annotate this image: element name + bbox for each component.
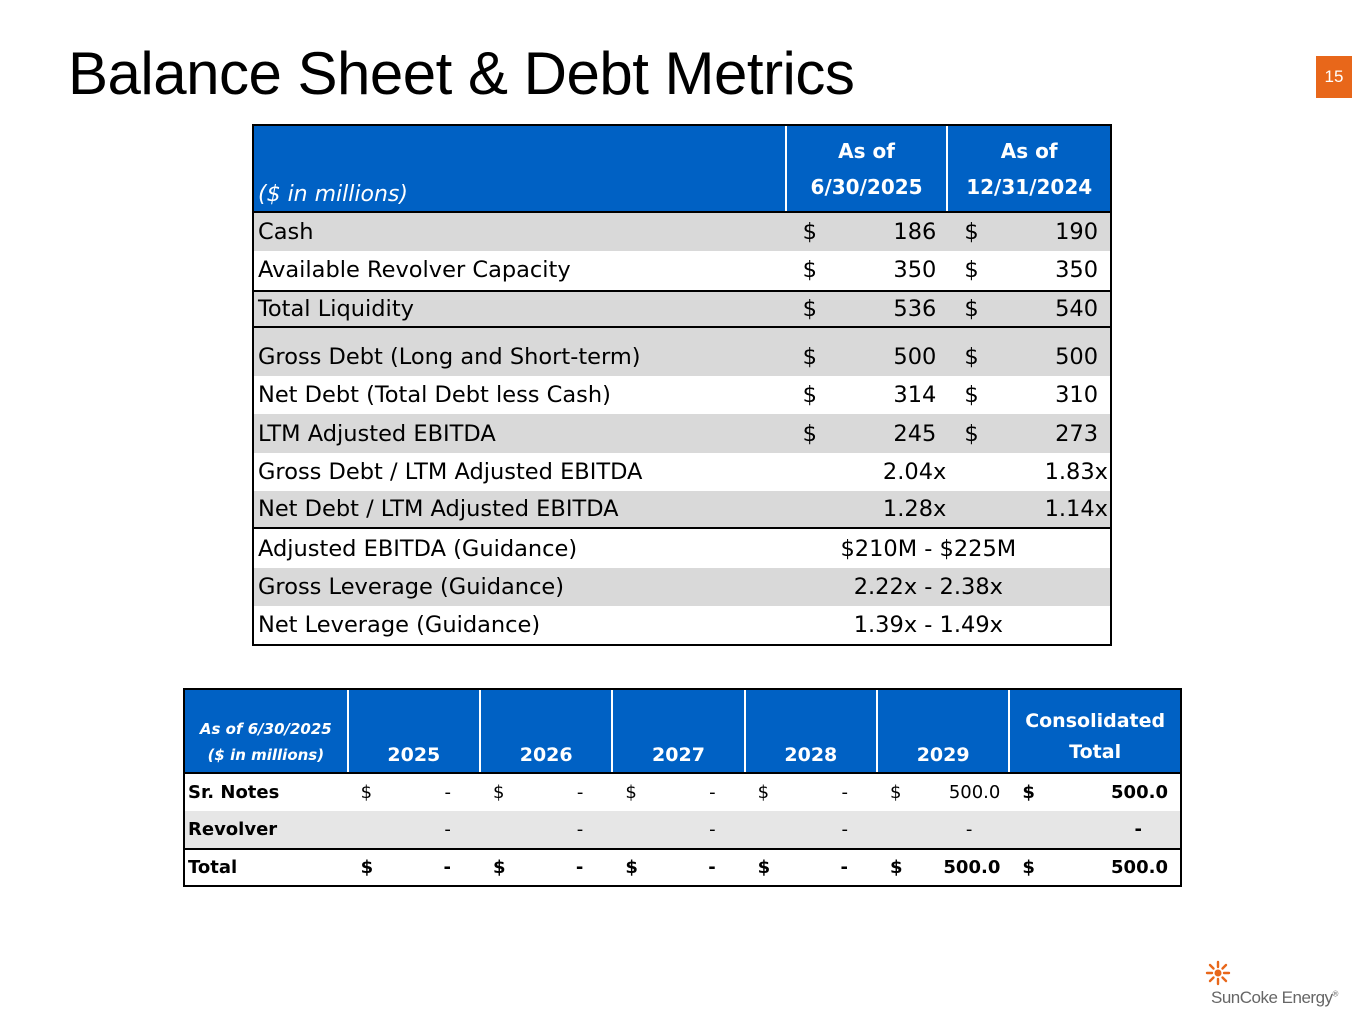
value: 245: [893, 420, 937, 447]
liquidity-table: [252, 124, 1112, 646]
table-header: [254, 126, 1110, 213]
row-label: Revolver: [188, 819, 278, 840]
year-header: 2029: [878, 690, 1010, 772]
row-label: Sr. Notes: [188, 782, 280, 803]
value: 190: [1055, 219, 1099, 246]
units-header-cell: [254, 126, 787, 211]
value: 186: [893, 219, 937, 246]
suncoke-logo: [1205, 958, 1345, 1014]
value-cell: [349, 857, 481, 878]
value-cell-2024: [948, 496, 1110, 522]
value-cell: [746, 819, 878, 840]
registered-mark: ®: [1332, 989, 1338, 999]
year-header: 2027: [613, 690, 745, 772]
column-header-date: 6/30/2025: [810, 174, 923, 199]
value: 500.0: [1111, 782, 1168, 803]
guidance-value: 1.39x - 1.49x: [853, 612, 1003, 639]
column-header-line: As of: [838, 138, 895, 163]
value: 350: [893, 257, 937, 284]
value-cell: [349, 782, 481, 803]
value-cell-2024: [948, 296, 1110, 322]
column-header-date: 12/31/2024: [966, 174, 1093, 199]
currency-symbol: $: [492, 782, 505, 803]
value-cell-2024: [948, 421, 1110, 447]
row-label: Net Leverage (Guidance): [258, 612, 541, 639]
value-cell: [349, 819, 481, 840]
currency-symbol: $: [890, 857, 903, 878]
value-cell-2025: [787, 496, 949, 522]
value: 2.04x: [882, 458, 947, 485]
year-header: 2026: [481, 690, 613, 772]
currency-symbol: $: [802, 420, 817, 447]
row-label: Gross Debt / LTM Adjusted EBITDA: [258, 458, 643, 485]
total-header: [1010, 690, 1180, 772]
logo-wordmark: SunCoke Energy: [1211, 988, 1333, 1007]
row-label: Net Debt / LTM Adjusted EBITDA: [258, 496, 619, 523]
value: -: [840, 857, 849, 878]
value: 540: [1055, 295, 1099, 322]
value: 1.83x: [1044, 458, 1108, 485]
total-cell: [1010, 857, 1180, 878]
value-cell: [481, 819, 613, 840]
value-cell-2024: [948, 219, 1110, 245]
value: -: [576, 819, 584, 840]
value-cell-2024: [948, 344, 1110, 370]
value-cell: [746, 857, 878, 878]
guidance-value: 2.22x - 2.38x: [853, 573, 1003, 600]
guidance-row: [254, 568, 1110, 606]
value: -: [1134, 819, 1142, 840]
table-row: [254, 338, 1110, 376]
value-cell-2024: [948, 382, 1110, 408]
column-header-2024: [948, 126, 1110, 211]
currency-symbol: $: [964, 420, 979, 447]
table-row-total: [254, 290, 1110, 328]
value: -: [841, 819, 848, 840]
row-label: Adjusted EBITDA (Guidance): [258, 535, 578, 562]
value-cell: [878, 782, 1010, 803]
currency-symbol: $: [625, 857, 638, 878]
value: 536: [893, 295, 937, 322]
value: -: [444, 782, 451, 803]
row-label: Gross Debt (Long and Short-term): [258, 344, 641, 371]
value-cell-2025: [787, 459, 949, 485]
value-cell-2025: [787, 296, 949, 322]
value-cell-2025: [787, 219, 949, 245]
value-cell: [613, 857, 745, 878]
column-header-line: As of: [1000, 138, 1058, 163]
currency-symbol: $: [964, 295, 979, 322]
table-row: [254, 213, 1110, 251]
currency-symbol: $: [1022, 857, 1035, 878]
as-of-header-cell: [185, 690, 349, 772]
value-cell: [878, 857, 1010, 878]
value: -: [708, 857, 716, 878]
table-row: [254, 453, 1110, 491]
units-label: ($ in millions): [207, 746, 325, 764]
value: -: [576, 782, 584, 803]
currency-symbol: $: [802, 344, 817, 371]
table-row: [254, 251, 1110, 289]
currency-symbol: $: [964, 219, 979, 246]
value: 1.28x: [882, 496, 947, 523]
value-cell: [481, 857, 613, 878]
value: -: [443, 857, 451, 878]
value-cell-2024: [948, 459, 1110, 485]
value: 1.14x: [1044, 496, 1108, 523]
currency-symbol: $: [757, 782, 770, 803]
value: -: [575, 857, 584, 878]
value-cell: [746, 782, 878, 803]
column-header-2025: [787, 126, 949, 211]
total-header-line: Total: [1069, 741, 1122, 763]
currency-symbol: $: [890, 782, 902, 803]
value: 273: [1055, 420, 1099, 447]
currency-symbol: $: [360, 857, 374, 878]
value: 314: [893, 382, 937, 409]
guidance-row: [254, 529, 1110, 567]
table-row: [254, 414, 1110, 452]
value: 350: [1055, 257, 1099, 284]
value-cell-2025: [787, 382, 949, 408]
year-header: 2028: [746, 690, 878, 772]
table-row: [185, 774, 1180, 811]
value-cell-2025: [787, 344, 949, 370]
table-row-total: [185, 848, 1180, 885]
value-cell: [613, 819, 745, 840]
row-label: LTM Adjusted EBITDA: [258, 420, 496, 447]
row-label: Net Debt (Total Debt less Cash): [258, 382, 611, 409]
value-cell-2025: [787, 257, 949, 283]
spacer-row: [254, 328, 1110, 338]
page-title: Balance Sheet & Debt Metrics: [68, 40, 855, 107]
currency-symbol: $: [964, 344, 979, 371]
currency-symbol: $: [802, 295, 817, 322]
currency-symbol: $: [1022, 782, 1035, 803]
debt-maturity-table: [183, 688, 1182, 887]
value-cell: [481, 782, 613, 803]
as-of-label: As of 6/30/2025: [199, 720, 332, 738]
value-cell: [878, 819, 1010, 840]
currency-symbol: $: [625, 782, 637, 803]
row-label: Cash: [258, 219, 314, 246]
value-cell-2025: [787, 421, 949, 447]
total-cell: [1010, 819, 1180, 840]
row-label: Gross Leverage (Guidance): [258, 573, 565, 600]
guidance-row: [254, 606, 1110, 644]
value-cell: [613, 782, 745, 803]
currency-symbol: $: [964, 382, 979, 409]
currency-symbol: $: [757, 857, 771, 878]
page-number-badge: 15: [1316, 56, 1352, 98]
value: -: [841, 782, 849, 803]
table-row: [185, 811, 1180, 848]
currency-symbol: $: [492, 857, 506, 878]
value: 500: [893, 344, 937, 371]
row-label: Total: [188, 857, 238, 878]
currency-symbol: $: [964, 257, 979, 284]
value: -: [965, 819, 973, 840]
table-row: [254, 491, 1110, 529]
guidance-value: $210M - $225M: [840, 535, 1017, 562]
value: 500.0: [948, 782, 1001, 803]
total-cell: [1010, 782, 1180, 803]
value: 500: [1055, 344, 1099, 371]
row-label: Total Liquidity: [258, 295, 414, 322]
currency-symbol: $: [802, 257, 817, 284]
value: 500.0: [1111, 857, 1168, 878]
table-header: [185, 690, 1180, 774]
currency-symbol: $: [802, 382, 817, 409]
value: -: [709, 819, 716, 840]
value-cell-2024: [948, 257, 1110, 283]
value: 500.0: [943, 857, 1001, 878]
table-row: [254, 376, 1110, 414]
logo-text: [1211, 988, 1338, 1008]
currency-symbol: $: [802, 219, 817, 246]
currency-symbol: $: [360, 782, 373, 803]
year-header: 2025: [349, 690, 481, 772]
units-label: ($ in millions): [258, 182, 408, 207]
row-label: Available Revolver Capacity: [258, 257, 571, 284]
total-header-line: Consolidated: [1025, 710, 1166, 732]
value: 310: [1055, 382, 1099, 409]
value: -: [709, 782, 716, 803]
value: -: [444, 819, 451, 840]
sun-icon: [1205, 960, 1231, 986]
